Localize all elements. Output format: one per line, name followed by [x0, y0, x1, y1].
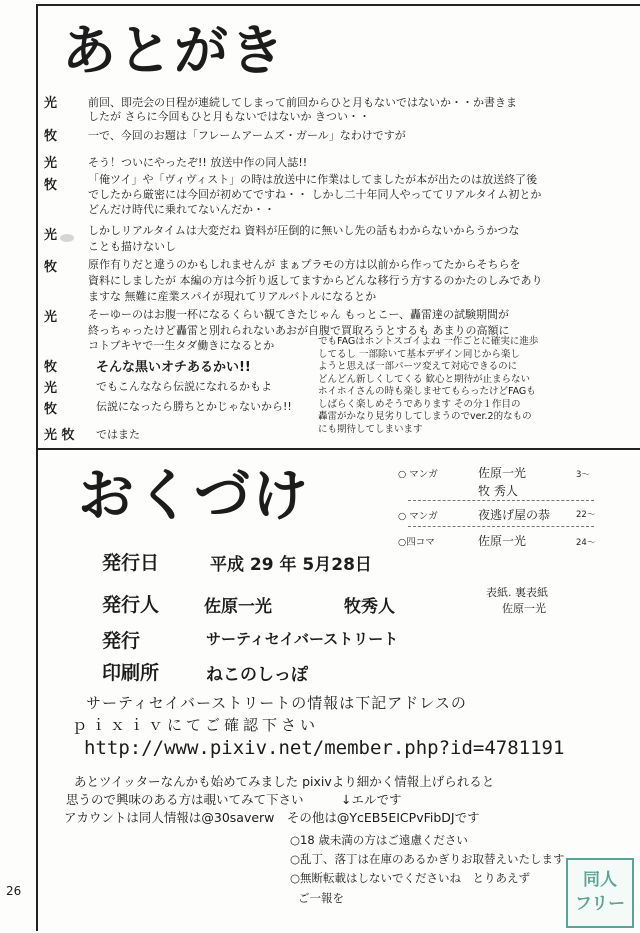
credit-divider — [408, 526, 594, 527]
pixiv-url[interactable]: http://www.pixiv.net/member.php?id=4781191 — [84, 737, 565, 759]
publisher-value-2: 牧秀人 — [344, 597, 395, 617]
speaker-label: 光 — [44, 310, 58, 325]
speaker-label: 牧 — [44, 402, 58, 417]
credit-author-2: 牧 秀人 — [478, 484, 518, 498]
printer-label: 印刷所 — [102, 662, 160, 684]
credit-page: 24～ — [576, 538, 596, 548]
afterword-title: あとがき — [62, 19, 286, 82]
dialogue-line: しかしリアルタイムは大変だね 資料が圧倒的に無いし先の話もわからないからうかつな — [88, 224, 520, 237]
section-divider — [36, 448, 640, 450]
info-line: ｐｉｘｉｖにてご確認下さい — [72, 716, 320, 734]
dialogue-line: 原作有りだと違うのかもしれませんが まぁプラモの方は以前から作ってたからそちらを — [88, 258, 521, 271]
credit-type: ○ マンガ — [398, 511, 438, 522]
dialogue-line: でしたから厳密には今回が初めてですね・・ しかし二十年同人やっててリアルタイム初とか — [88, 188, 542, 201]
twitter-account: アカウントは同人情報は@30saverw その他は@YcEB5EICPvFibDJです — [64, 810, 480, 825]
page-number: 26 — [6, 884, 22, 898]
credit-author: 佐原一光 — [478, 534, 527, 548]
publisher-value: 佐原一光 — [204, 597, 272, 617]
side-note-line: してるし 一部除いて基本デザイン同じから楽し — [318, 348, 520, 360]
credit-type: ○四コマ — [398, 537, 435, 548]
publisher-label: 発行人 — [102, 594, 160, 616]
speaker-label: 光 — [44, 156, 58, 171]
dialogue-line: そーゆーのはお腹一杯になるくらい観てきたじゃん もっとこー、轟雷達の試験期間が — [88, 308, 510, 321]
side-note-line: どんどん新しくしてくる 歓心と期待が止まらない — [318, 373, 531, 385]
credit-type: ○ マンガ — [398, 469, 438, 480]
dialogue-line: 前回、即売会の日程が連続してしまって前回からひと月もないではないか・・か書きま — [88, 96, 517, 109]
dialogue-line: 伝説になったら勝ちとかじゃないから!! — [96, 400, 292, 413]
dialogue-line: そんな黒いオチあるかい!! — [96, 360, 251, 375]
credit-page: 3～ — [576, 470, 590, 480]
dialogue-line: でもこんななら伝説になれるかもよ — [96, 380, 272, 393]
issuer-label: 発行 — [102, 630, 141, 652]
credit-author: 夜逃げ屋の恭 — [478, 508, 551, 522]
twitter-note: あとツイッターなんかも始めてみました pixivより細かく情報上げられると — [74, 774, 495, 789]
dialogue-line: 一で、今回のお題は「フレームアームズ・ガール」なわけですが — [88, 129, 406, 142]
printer-value: ねこのしっぽ — [206, 665, 308, 685]
side-note-line: にも期待してしまいます — [318, 423, 423, 435]
notice-contact: ご一報を — [298, 891, 344, 905]
dialogue-line: ますな 無難に産業スパイが現れてリアルバトルになるとか — [88, 290, 377, 303]
speaker-label: 牧 — [44, 260, 58, 275]
dialogue-line: コトブキヤで一生タダ働きになるとか — [88, 339, 275, 352]
ink-smudge — [60, 234, 74, 242]
speaker-label: 光 — [44, 228, 58, 243]
notice-misprint: ○乱丁、落丁は在庫のあるかぎりお取替えいたします — [290, 852, 565, 866]
info-line: サーティセイバーストリートの情報は下記アドレスの — [86, 694, 467, 712]
side-note — [318, 336, 538, 436]
dialogue-line: そう！ついにやったぞ!! 放送中作の同人誌!! — [88, 156, 308, 169]
dialogue-line: 資料にしましたが 本編の方は今折り返してますからどんな移行う方するのかたのしみであり — [88, 274, 543, 287]
speaker-label: 牧 — [44, 178, 58, 193]
speaker-label: 光 — [44, 96, 58, 111]
colophon-title: おくづけ — [78, 464, 310, 529]
publish-date-value: 平成 29 年 5月28日 — [210, 555, 372, 575]
side-note-line: 轟雷がかなり見劣りしてしまうのでver.2的なもの — [318, 411, 532, 422]
speaker-label: 牧 — [44, 129, 58, 144]
cover-label: 表紙. 裏表紙 — [486, 586, 548, 599]
dialogue-line: 「俺ツイ」や「ヴィヴィスト」の時は放送中に作業はしてましたが本が出たのは放送終了後 — [88, 173, 538, 186]
cover-artist: 佐原一光 — [502, 602, 546, 615]
notice-reprint: ○無断転載はしないでくださいね とりあえず — [290, 871, 531, 885]
stamp-line: 同人 — [583, 870, 617, 890]
publish-date-label: 発行日 — [102, 552, 160, 574]
notice-age: ○18 歳未満の方はご遠慮ください — [290, 833, 468, 847]
speaker-label: 光 牧 — [44, 428, 75, 443]
credit-page: 22～ — [576, 510, 596, 520]
dialogue-line: どんだけ時代に乗れてないんだか・・ — [88, 203, 275, 216]
dialogue-line: したが さらに今回もひと月もないではないか きつい・・ — [88, 110, 370, 123]
twitter-note: 思うので興味のある方は覗いてみて下さい ↓エルです — [66, 792, 402, 807]
side-note-line: ホイホイさんの時も楽しませてもらったけどFAGも — [318, 386, 536, 397]
speaker-label: 光 — [44, 381, 58, 396]
doujin-free-stamp — [566, 858, 634, 928]
dialogue-line: 終っちゃったけど轟雷と別れられないあおが自腹で買取ろうとするも あまりの高額に — [88, 324, 510, 337]
speaker-label: 牧 — [44, 360, 58, 375]
credit-divider — [408, 500, 594, 501]
side-note-line: ようと思えば一部パーツ変えて対応できるのに — [318, 361, 518, 372]
dialogue-line: ではまた — [96, 428, 140, 441]
side-note-line: でもFAGはホントスゴイよね 一作ごとに確実に進歩 — [318, 336, 539, 347]
dialogue-line: ことも描けないし — [88, 240, 176, 253]
issuer-value: サーティセイバーストリート — [206, 630, 399, 648]
side-note-line: しばらく楽しめそうであります その分１作目の — [318, 398, 521, 410]
credit-author: 佐原一光 — [478, 466, 527, 480]
stamp-line: フリー — [574, 894, 626, 914]
